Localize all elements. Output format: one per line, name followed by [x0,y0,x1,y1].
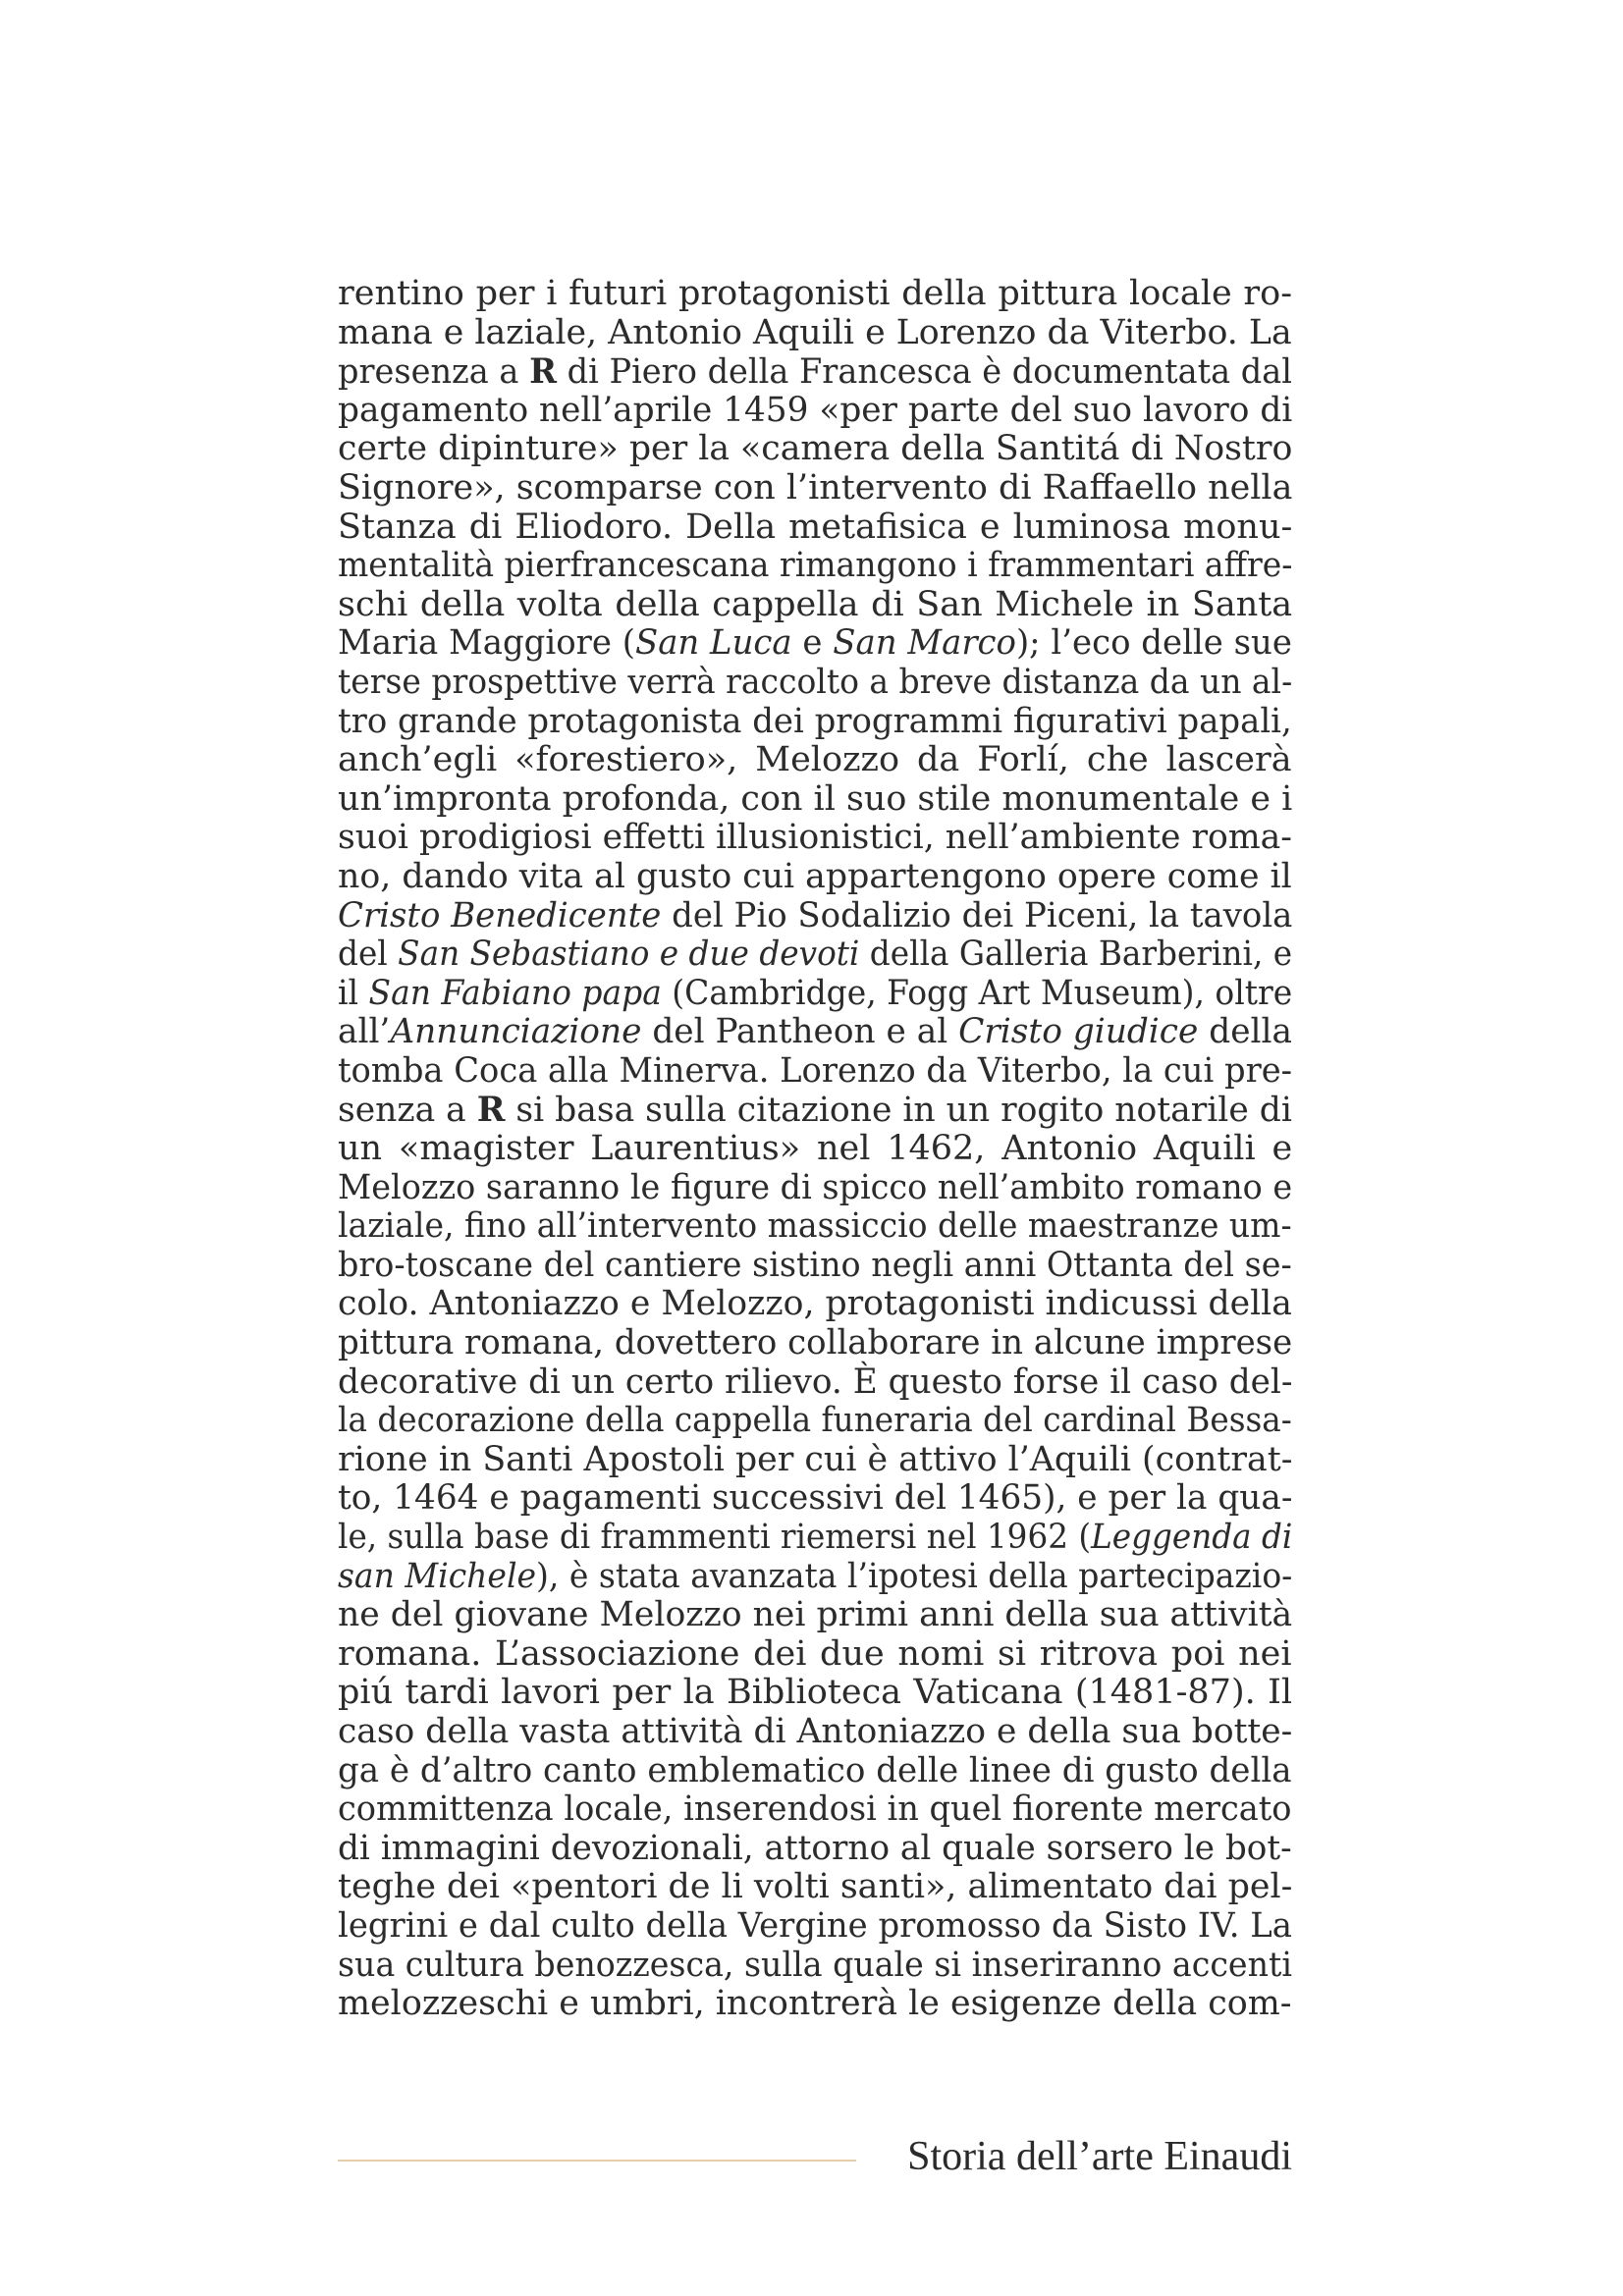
text-run: pittura romana, dovettero collaborare in alcune imprese [338,1323,1293,1363]
text-line [338,1868,1292,1907]
text-run: della [1198,1012,1292,1052]
text-line [338,547,1292,586]
text-line [338,1519,1292,1558]
text-run: rentino per i futuri protagonisti della pittura locale ro- [338,274,1293,313]
text-run: pagamento nell’aprile 1459 «per parte del suo lavoro di [338,390,1293,430]
text-run: del Pantheon e al [641,1012,959,1052]
text-run: colo. Antoniazzo e Melozzo, protagonisti indicussi della [338,1284,1292,1324]
text-line [338,935,1292,975]
italic-title: Cristo Benedicente [338,895,662,935]
text-line [338,1402,1292,1441]
text-run: melozzeschi e umbri, incontrerà le esigenze della com- [338,1984,1292,2024]
text-line [338,275,1292,314]
text-line [338,1752,1292,1791]
text-line [338,1091,1292,1130]
text-run: un’impronta profonda, con il suo stile monumentale e i [338,778,1293,819]
text-line [338,1790,1292,1830]
text-line [338,664,1292,703]
text-line [338,1130,1292,1169]
text-run: romana. L’associazione dei due nomi si ritrova poi nei [338,1633,1292,1674]
text-line [338,469,1292,508]
text-line [338,1830,1292,1869]
text-line [338,1169,1292,1208]
text-line [338,1207,1292,1247]
text-run: laziale, fino all’intervento massiccio delle maestranze um- [338,1206,1292,1247]
text-run: tomba Coca alla Minerva. Lorenzo da Viterbo, la cui pre- [338,1050,1293,1091]
text-run: e [791,623,834,664]
text-run: teghe dei «pentori de li volti santi», alimentato dai pel- [338,1867,1293,1907]
bold-abbrev: R [529,351,557,393]
text-line [338,703,1292,742]
body-text [338,275,1292,2024]
text-run: presenza a [338,352,530,393]
text-line [338,858,1292,897]
text-run: di Piero della Francesca è documentata dal [556,352,1293,393]
text-line [338,780,1292,820]
text-line [338,392,1292,431]
footer-title: Storia dell’arte Einaudi [907,2134,1292,2179]
text-line [338,1285,1292,1324]
text-line [338,1635,1292,1675]
text-line [338,1947,1292,1986]
text-run: bro-toscane del cantiere sistino negli anni Ottanta del se- [338,1245,1292,1285]
text-line [338,352,1292,392]
text-line [338,1907,1292,1947]
bold-abbrev: R [476,1090,506,1131]
text-line [338,1363,1292,1403]
text-run: Stanza di Eliodoro. Della metafisica e luminosa monu- [338,507,1293,547]
italic-title: San Luca [634,623,792,664]
text-line [338,586,1292,625]
text-line [338,508,1292,548]
text-line [338,314,1292,353]
text-line [338,975,1292,1014]
text-run: del [338,934,399,975]
text-run: suoi prodigiosi effetti illusionistici, nell’ambiente roma- [338,818,1293,858]
text-run: si basa sulla citazione in un rogito notarile di [505,1091,1292,1131]
text-run: ga è d’altro canto emblematico delle linee di gusto della [338,1750,1292,1790]
italic-title: San Sebastiano e due devoti [398,934,860,975]
text-line [338,1674,1292,1713]
text-line [338,741,1292,780]
footer-rule [338,2160,856,2162]
text-run: piú tardi lavori per la Biblioteca Vaticana (1481-87). Il [338,1673,1293,1713]
text-run: legrini e dal culto della Vergine promosso da Sisto IV. La [338,1905,1292,1946]
text-run: Melozzo saranno le figure di spicco nell’ambito romano e [338,1167,1293,1207]
text-run: (Cambridge, Fogg Art Museum), oltre [661,973,1293,1013]
text-run: all’ [338,1012,391,1052]
text-run: Maria Maggiore ( [338,623,635,664]
text-run: mana e laziale, Antonio Aquili e Lorenzo da Viterbo. La [338,312,1292,352]
text-line [338,1713,1292,1752]
text-run: no, dando vita al gusto cui appartengono opere come il [338,856,1292,896]
text-run: ne del giovane Melozzo nei primi anni della sua attività [338,1595,1293,1635]
text-run: caso della vasta attività di Antoniazzo e della sua botte- [338,1711,1293,1751]
text-run: il [338,973,369,1013]
text-run: ), è stata avanzata l’ipotesi della partecipazio- [536,1556,1293,1596]
text-run: rione in Santi Apostoli per cui è attivo l’Aquili (contrat- [338,1439,1293,1479]
text-run: di immagini devozionali, attorno al quale sorsero le bot- [338,1828,1292,1868]
italic-title: San Fabiano papa [368,973,662,1013]
text-run: la decorazione della cappella funeraria del cardinal Bessa- [338,1401,1292,1441]
text-line [338,819,1292,858]
text-run: committenza locale, inserendosi in quel fiorente mercato [338,1789,1292,1830]
text-run: un «magister Laurentius» nel 1462, Antonio Aquili e [338,1129,1293,1169]
text-run: certe dipinture» per la «camera della Santitá di Nostro [338,429,1293,469]
text-line [338,1441,1292,1480]
text-line [338,1013,1292,1052]
text-run: del Pio Sodalizio dei Piceni, la tavola [661,895,1293,935]
text-run: senza a [338,1091,477,1131]
text-run: terse prospettive verrà raccolto a breve distanza da un al- [338,662,1293,702]
text-run: ); l’eco delle sue [1015,623,1292,664]
text-line [338,1247,1292,1286]
text-line [338,1596,1292,1635]
italic-title: san Michele [338,1556,537,1596]
text-line [338,624,1292,664]
italic-title: Annunciazione [390,1012,642,1052]
text-run: mentalità pierfrancescana rimangono i frammentari affre- [338,546,1293,586]
italic-title: Cristo giudice [958,1012,1199,1052]
text-run: anch’egli «forestiero», Melozzo da Forlí, che lascerà [338,740,1292,780]
text-run: to, 1464 e pagamenti successivi del 1465), e per la qua- [338,1478,1293,1519]
text-run: decorative di un certo rilievo. È questo forse il caso del- [338,1362,1293,1402]
text-run: le, sulla base di frammenti riemersi nel 1962 ( [338,1518,1092,1557]
text-line [338,1479,1292,1519]
text-line [338,1985,1292,2024]
text-run: Signore», scomparse con l’intervento di Raffaello nella [338,467,1293,507]
text-line [338,1324,1292,1363]
text-run: tro grande protagonista dei programmi figurativi papali, [338,701,1292,741]
text-run: sua cultura benozzesca, sulla quale si inseriranno accenti [338,1945,1292,1985]
text-run: della Galleria Barberini, e [859,934,1293,975]
text-line [338,1052,1292,1092]
italic-title: San Marco [833,623,1016,664]
text-line [338,897,1292,936]
text-line [338,430,1292,469]
text-line [338,1558,1292,1597]
text-run: schi della volta della cappella di San Michele in Santa [338,584,1293,624]
italic-title: Leggenda di [1091,1518,1293,1557]
